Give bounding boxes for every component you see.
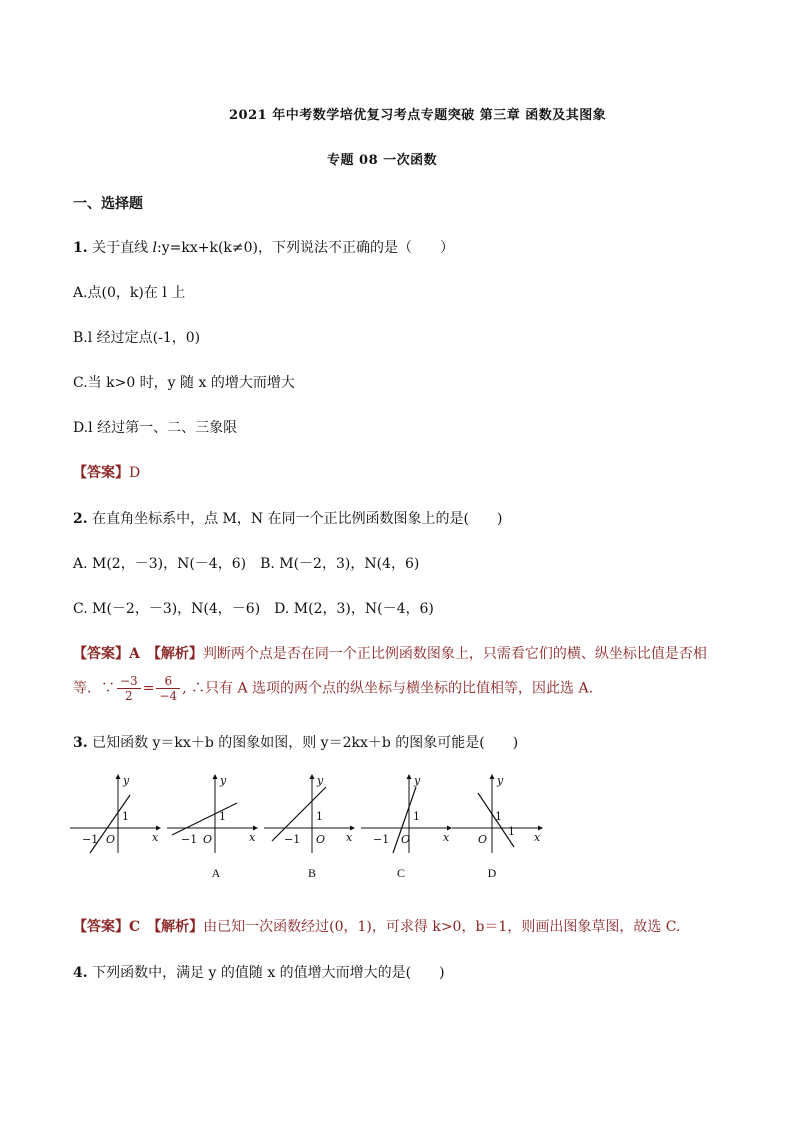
fraction-1 xyxy=(117,674,141,703)
fraction-2-denominator: −4 xyxy=(159,689,178,703)
question-2-options-ab: A. M(2，－3)，N(－4，6) B. M(－2，3)，N(4，6) xyxy=(73,556,420,572)
graph-given-svg xyxy=(70,773,162,853)
neg-one-label: −1 xyxy=(181,833,198,846)
origin-label: O xyxy=(401,833,411,846)
fraction-2 xyxy=(156,674,180,703)
neg-one-label: −1 xyxy=(82,833,99,846)
analysis-line-2-start: 等．∵ xyxy=(73,680,115,697)
x-axis-label: x xyxy=(249,831,256,844)
analysis-tag: 【解析】 xyxy=(154,919,204,935)
question-4-stem: 下列函数中，满足 y 的值随 x 的值增大而增大的是( ) xyxy=(92,965,445,981)
question-1-stem-a: 关于直线 xyxy=(92,240,153,256)
one-label-x: 1 xyxy=(508,825,515,838)
x-axis-label: x xyxy=(152,831,159,844)
x-axis-arrow xyxy=(538,826,543,831)
origin-label: O xyxy=(478,833,488,846)
question-1 xyxy=(73,237,454,257)
neg-one-label: −1 xyxy=(284,833,301,846)
y-axis-arrow xyxy=(407,774,412,779)
answer-tag: 【答案】A xyxy=(73,646,140,662)
graph-b xyxy=(264,773,356,853)
origin-label: O xyxy=(203,833,213,846)
graph-c-caption: C xyxy=(396,866,405,880)
question-2-answer xyxy=(73,643,707,663)
graph-a-svg xyxy=(167,773,259,853)
graph-given xyxy=(70,773,162,853)
y-axis-label: y xyxy=(414,774,421,787)
question-4 xyxy=(73,962,445,982)
question-3 xyxy=(73,732,518,752)
document-title: 2021 年中考数学培优复习考点专题突破 第三章 函数及其图象 xyxy=(229,108,607,123)
neg-one-label: −1 xyxy=(373,833,390,846)
y-axis-label: y xyxy=(220,774,227,787)
origin-label: O xyxy=(316,833,326,846)
y-axis-label: y xyxy=(497,774,504,787)
question-1-option-d: D.l 经过第一、二、三象限 xyxy=(73,420,238,436)
y-axis-arrow xyxy=(213,774,218,779)
answer-value: D xyxy=(129,465,141,481)
y-axis-arrow xyxy=(490,774,495,779)
one-label: 1 xyxy=(495,810,502,823)
x-axis-arrow xyxy=(350,826,355,831)
question-2 xyxy=(73,508,503,528)
graph-b-caption: B xyxy=(307,866,316,880)
question-1-stem-math: l xyxy=(152,240,158,256)
y-axis-label: y xyxy=(317,774,324,787)
one-label: 1 xyxy=(122,810,129,823)
question-4-number: 4. xyxy=(73,965,88,981)
graph-a-caption: A xyxy=(211,866,221,880)
analysis-tag: 【解析】 xyxy=(153,646,203,662)
y-axis-label: y xyxy=(123,774,130,787)
question-3-answer xyxy=(73,916,680,936)
one-label: 1 xyxy=(219,810,226,823)
x-axis-arrow xyxy=(156,826,161,831)
graph-b-svg xyxy=(264,773,356,853)
one-label: 1 xyxy=(413,810,420,823)
x-axis-label: x xyxy=(443,831,450,844)
document-subtitle: 专题 08 一次函数 xyxy=(327,153,438,168)
analysis-text: 由已知一次函数经过(0，1)，可求得 k>0，b＝1，则画出图象草图，故选 C. xyxy=(203,919,681,935)
answer-tag: 【答案】 xyxy=(73,465,129,481)
x-axis-arrow xyxy=(253,826,258,831)
graph-a xyxy=(167,773,259,853)
origin-label: O xyxy=(106,833,116,846)
graph-d xyxy=(452,773,544,853)
fraction-1-numerator: −3 xyxy=(117,674,141,689)
answer-tag: 【答案】C xyxy=(73,919,141,935)
graph-d-caption: D xyxy=(487,866,497,880)
section-heading: 一、选择题 xyxy=(73,196,143,212)
graph-d-svg xyxy=(452,773,544,853)
question-3-number: 3. xyxy=(73,735,88,751)
one-label: 1 xyxy=(316,810,323,823)
question-1-option-c: C.当 k>0 时，y 随 x 的增大而增大 xyxy=(73,375,295,391)
question-2-analysis-line-2 xyxy=(73,674,593,703)
y-axis-arrow xyxy=(310,774,315,779)
question-1-option-b: B.l 经过定点(-1，0) xyxy=(73,330,201,346)
fraction-1-denominator: 2 xyxy=(125,689,133,703)
question-2-options-cd: C. M(－2，－3)，N(4，－6) D. M(2，3)，N(－4，6) xyxy=(73,601,434,617)
graph-line xyxy=(172,803,237,835)
analysis-line-1: 判断两个点是否在同一个正比例函数图象上，只需看它们的横、纵坐标比值是否相 xyxy=(202,646,707,662)
x-axis-label: x xyxy=(534,831,541,844)
question-1-stem-b: :y=kx+k(k≠0)，下列说法不正确的是（ ） xyxy=(157,240,455,256)
question-3-stem: 已知函数 y＝kx＋b 的图象如图，则 y＝2kx＋b 的图象可能是( ) xyxy=(92,735,519,751)
graph-c xyxy=(361,773,453,853)
fraction-2-numerator: 6 xyxy=(156,674,180,689)
question-1-option-a: A.点(0，k)在 l 上 xyxy=(73,285,186,301)
question-1-number: 1. xyxy=(73,240,88,256)
question-2-stem: 在直角坐标系中，点 M，N 在同一个正比例函数图象上的是( ) xyxy=(92,511,503,527)
y-axis-arrow xyxy=(116,774,121,779)
x-axis-label: x xyxy=(346,831,353,844)
question-1-answer xyxy=(73,462,140,482)
question-2-number: 2. xyxy=(73,511,88,527)
equals-sign: = xyxy=(142,680,155,697)
analysis-line-2-end: , ∴只有 A 选项的两个点的纵坐标与横坐标的比值相等，因此选 A. xyxy=(182,680,594,697)
graph-c-svg xyxy=(361,773,453,853)
